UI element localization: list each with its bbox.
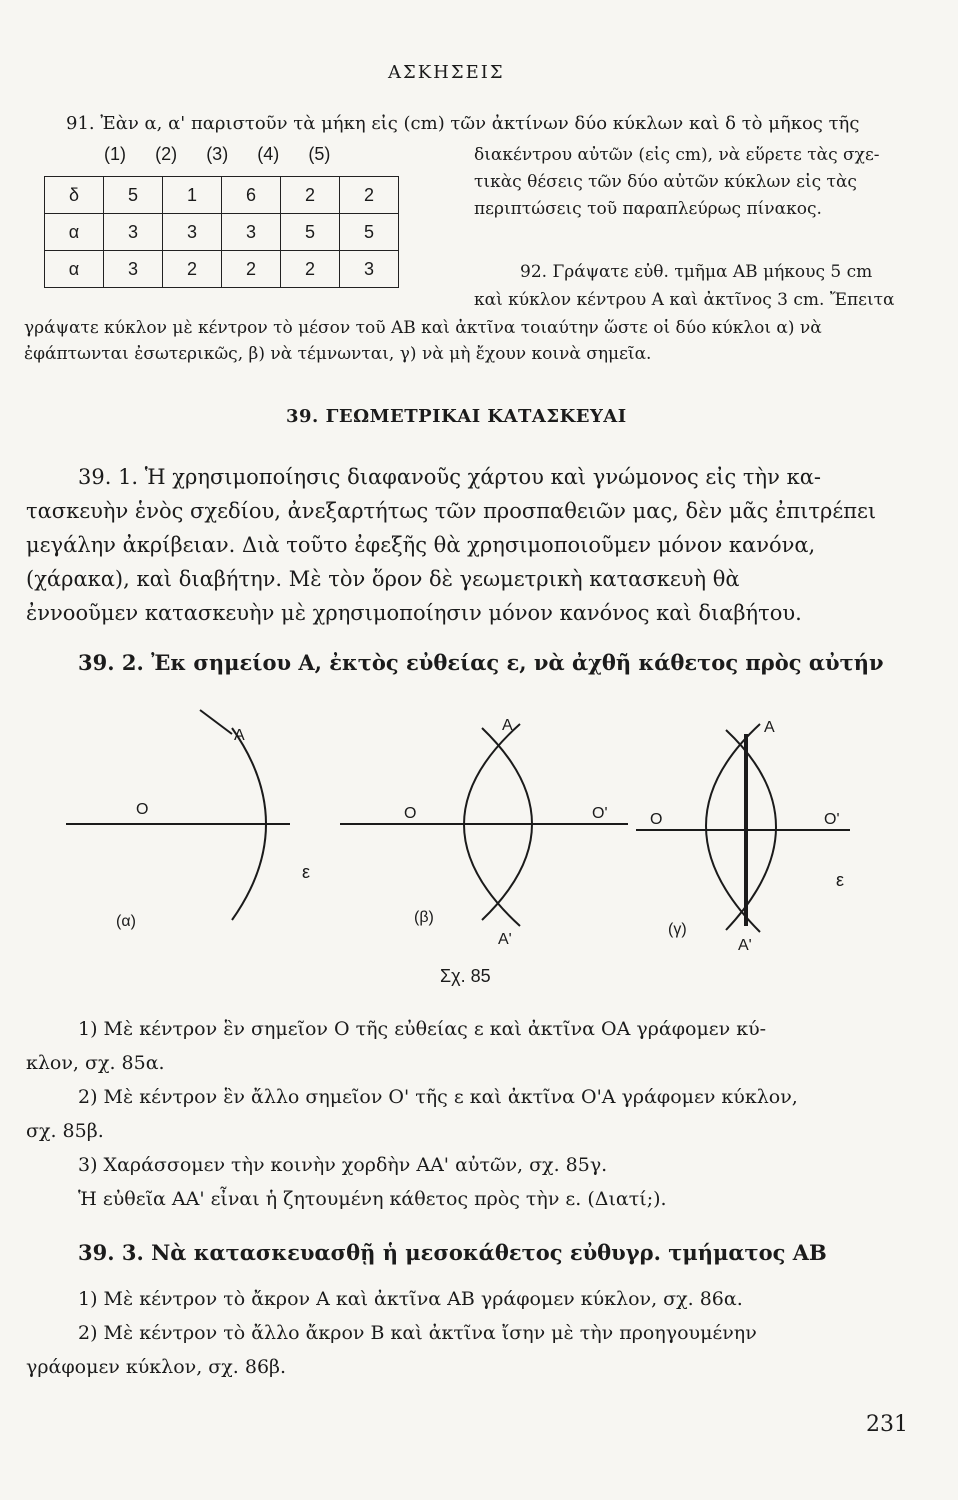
table-cell: α bbox=[45, 214, 104, 251]
exercise-92-line-1: 92. Γράψατε εὐθ. τμῆμα AB μήκους 5 cm bbox=[520, 262, 873, 282]
chapter-title: 39. ΓΕΩΜΕΤΡΙΚΑΙ ΚΑΤΑΣΚΕΥΑΙ bbox=[286, 406, 627, 427]
table-column-numbers bbox=[92, 144, 342, 165]
table-cell: 3 bbox=[163, 214, 222, 251]
table-cell: 3 bbox=[104, 214, 163, 251]
text-line: διακέντρου αὐτῶν (εἰς cm), νὰ εὕρετε τὰς σχε- bbox=[474, 145, 880, 165]
column-number: (3) bbox=[206, 144, 229, 164]
label-b-A: A bbox=[502, 717, 513, 734]
label-c-e: ε bbox=[836, 870, 845, 890]
table-cell: 5 bbox=[281, 214, 340, 251]
figure-caption: Σχ. 85 bbox=[440, 966, 491, 986]
label-a-tag: (α) bbox=[116, 913, 136, 930]
column-number: (2) bbox=[155, 144, 178, 164]
column-number: (1) bbox=[104, 144, 126, 164]
label-a-O: O bbox=[136, 801, 149, 818]
step-line: 3) Χαράσσομεν τὴν κοινὴν χορδὴν AA' αὐτῶν, σχ. 85γ. bbox=[78, 1154, 608, 1176]
section-39-3-title: 39. 3. Νὰ κατασκευασθῇ ἡ μεσοκάθετος εὐθυγρ. τμήματος AB bbox=[78, 1240, 827, 1265]
label-b-tag: (β) bbox=[414, 909, 434, 926]
step-line: 1) Μὲ κέντρον τὸ ἄκρον A καὶ ἀκτῖνα AB γράφομεν κύκλον, σχ. 86α. bbox=[78, 1288, 743, 1310]
column-number: (4) bbox=[257, 144, 280, 164]
exercise-92-line-4: ἐφάπτωνται ἐσωτερικῶς, β) νὰ τέμνωνται, γ) νὰ μὴ ἔχουν κοινὰ σημεῖα. bbox=[24, 344, 652, 364]
step-line: 1) Μὲ κέντρον ἓν σημεῖον O τῆς εὐθείας ε καὶ ἀκτῖνα OA γράφομεν κύ- bbox=[78, 1018, 767, 1040]
column-number: (5) bbox=[308, 144, 331, 164]
label-a-e: ε bbox=[302, 862, 311, 882]
section-39-1 bbox=[26, 460, 946, 630]
table-cell: 5 bbox=[104, 177, 163, 214]
table-cell: 2 bbox=[281, 251, 340, 288]
table-cell: 6 bbox=[222, 177, 281, 214]
table-cell: α bbox=[45, 251, 104, 288]
step-line: Ἡ εὐθεῖα AA' εἶναι ἡ ζητουμένη κάθετος πρὸς τὴν ε. (Διατί;). bbox=[78, 1188, 667, 1210]
step-line: γράφομεν κύκλον, σχ. 86β. bbox=[26, 1356, 287, 1378]
arc-c-left bbox=[706, 724, 760, 932]
table-row bbox=[45, 177, 399, 214]
step-line: κλον, σχ. 85α. bbox=[26, 1052, 165, 1074]
step-line: 2) Μὲ κέντρον τὸ ἄλλο ἄκρον B καὶ ἀκτῖνα ἴσην μὲ τὴν προηγουμένην bbox=[78, 1322, 757, 1344]
text-line: μεγάλην ἀκρίβειαν. Διὰ τοῦτο ἐφεξῆς θὰ χρησιμοποιοῦμεν μόνον κανόνα, bbox=[26, 533, 816, 557]
exercise-91-side-text bbox=[474, 142, 944, 223]
circles-table bbox=[44, 176, 399, 288]
table-row bbox=[45, 214, 399, 251]
step-line: 2) Μὲ κέντρον ἓν ἄλλο σημεῖον O' τῆς ε καὶ ἀκτῖνα O'A γράφομεν κύκλον, bbox=[78, 1086, 798, 1108]
exercise-92-line-3: γράψατε κύκλον μὲ κέντρον τὸ μέσον τοῦ AB καὶ ἀκτῖνα τοιαύτην ὥστε οἱ δύο κύκλοι α) νὰ bbox=[24, 318, 822, 338]
section-39-2-steps bbox=[26, 1012, 946, 1216]
page-number: 231 bbox=[866, 1412, 908, 1437]
table-cell: 2 bbox=[163, 251, 222, 288]
text-line: τικὰς θέσεις τῶν δύο αὐτῶν κύκλων εἰς τὰς bbox=[474, 172, 857, 192]
table-cell: 5 bbox=[340, 214, 399, 251]
label-b-O2: O' bbox=[592, 805, 608, 822]
table-row bbox=[45, 251, 399, 288]
label-c-tag: (γ) bbox=[668, 921, 687, 938]
label-c-O2: O' bbox=[824, 811, 840, 828]
section-39-2-title: 39. 2. Ἐκ σημείου A, ἐκτὸς εὐθείας ε, νὰ ἀχθῆ κάθετος πρὸς αὐτήν bbox=[78, 650, 884, 675]
table-cell: 3 bbox=[340, 251, 399, 288]
text-line: (χάρακα), καὶ διαβήτην. Μὲ τὸν ὅρον δὲ γεωμετρικὴ κατασκευὴ θὰ bbox=[26, 567, 740, 591]
table-cell: 2 bbox=[340, 177, 399, 214]
figure-85 bbox=[0, 700, 958, 1000]
label-c-A2: A' bbox=[738, 937, 752, 954]
table-cell: 1 bbox=[163, 177, 222, 214]
table-cell: 2 bbox=[222, 251, 281, 288]
exercise-92-line-2: καὶ κύκλον κέντρου A καὶ ἀκτῖνος 3 cm. Ἔπειτα bbox=[474, 290, 895, 310]
text-line: τασκευὴν ἑνὸς σχεδίου, ἀνεξαρτήτως τῶν προσπαθειῶν μας, δὲν μᾶς ἐπιτρέπει bbox=[26, 499, 877, 523]
text-line: ἐννοοῦμεν κατασκευὴν μὲ χρησιμοποίησιν μόνον κανόνος καὶ διαβήτου. bbox=[26, 601, 802, 625]
exercise-91-line-1: 91. Ἐὰν α, α' παριστοῦν τὰ μήκη εἰς (cm) τῶν ἀκτίνων δύο κύκλων καὶ δ τὸ μῆκος τῆς bbox=[66, 113, 860, 134]
label-c-O: O bbox=[650, 811, 663, 828]
text-line: περιπτώσεις τοῦ παραπλεύρως πίνακος. bbox=[474, 199, 822, 219]
label-c-A: A bbox=[764, 719, 775, 736]
table-cell: 3 bbox=[104, 251, 163, 288]
label-a-A: A bbox=[234, 727, 245, 744]
table-cell: 2 bbox=[281, 177, 340, 214]
text-line: 39. 1. Ἡ χρησιμοποίησις διαφανοῦς χάρτου καὶ γνώμονος εἰς τὴν κα- bbox=[78, 465, 821, 489]
table-cell: 3 bbox=[222, 214, 281, 251]
label-b-A2: A' bbox=[498, 931, 512, 948]
label-b-O: O bbox=[404, 805, 417, 822]
page-heading: ΑΣΚΗΣΕΙΣ bbox=[388, 62, 505, 83]
tick-a bbox=[200, 710, 232, 734]
table-cell: δ bbox=[45, 177, 104, 214]
section-39-3-steps bbox=[26, 1282, 946, 1384]
step-line: σχ. 85β. bbox=[26, 1120, 104, 1142]
